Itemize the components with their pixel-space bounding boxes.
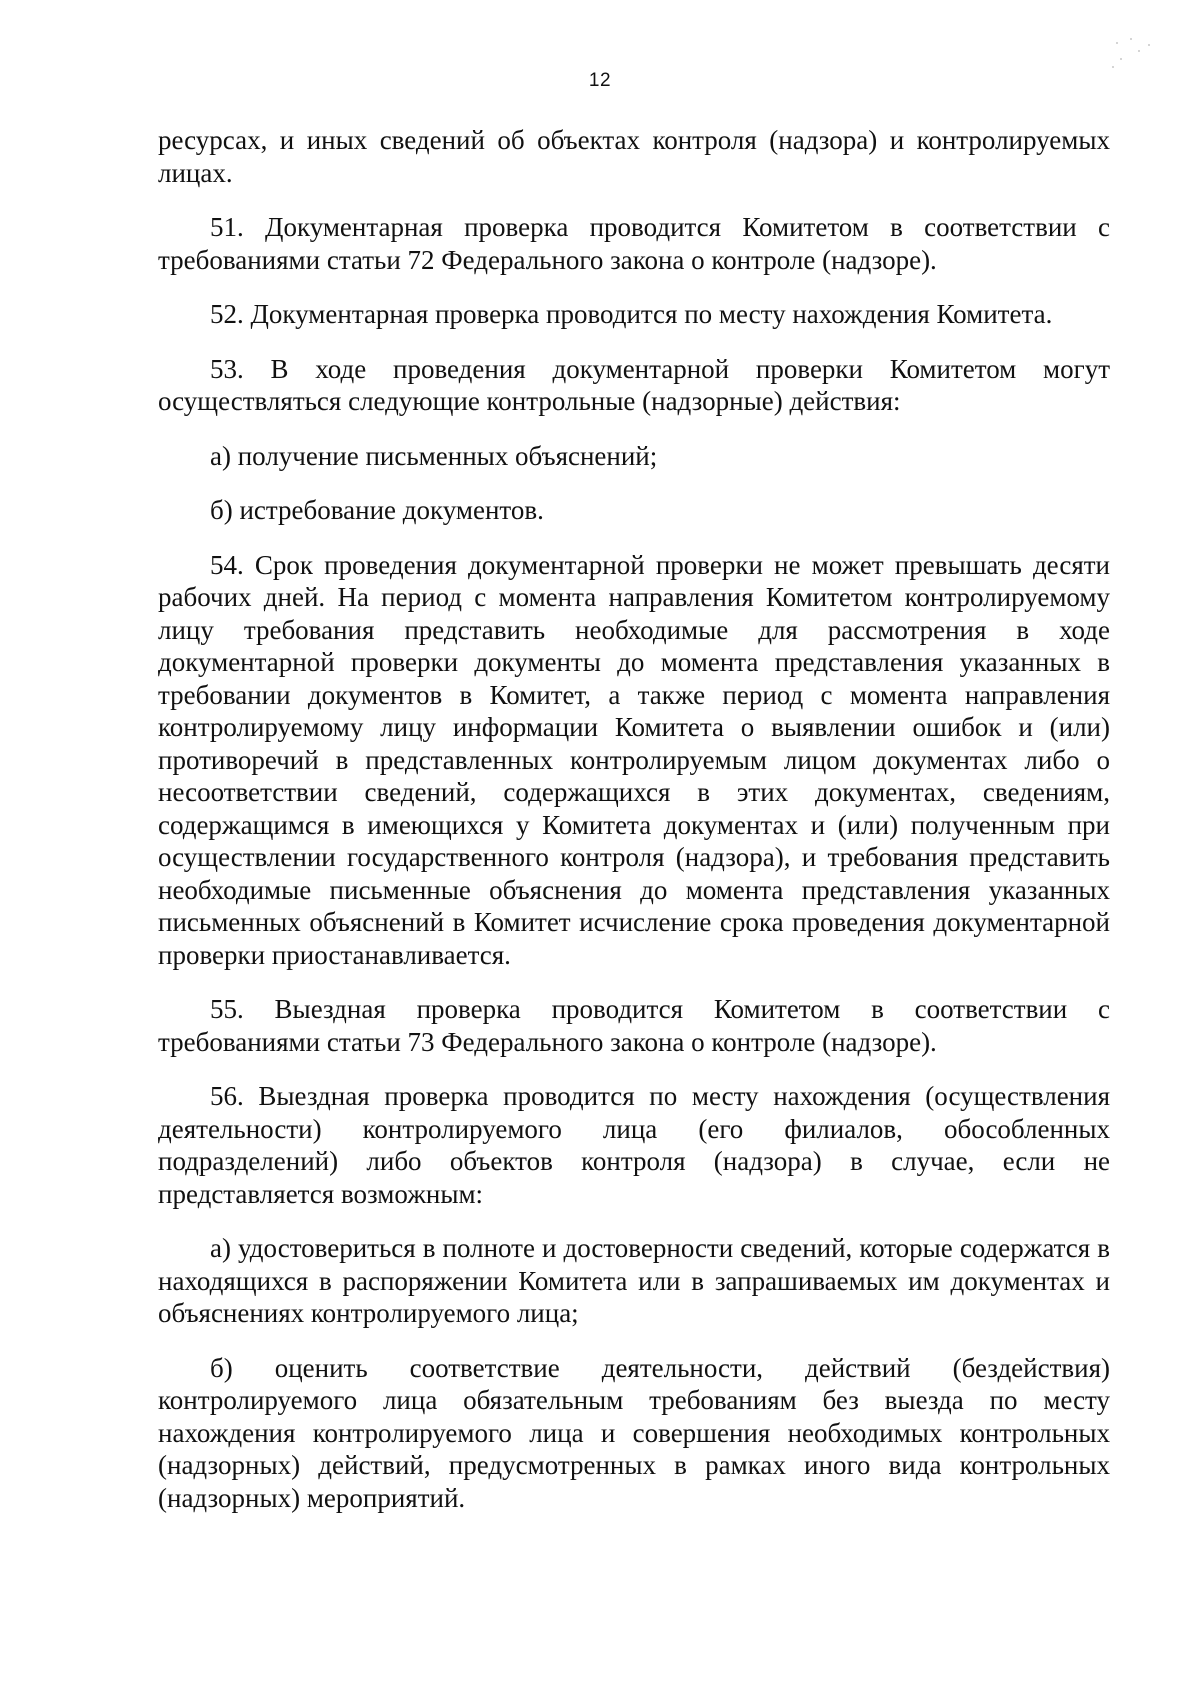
paragraph-54: 54. Срок проведения документарной проверки не может превышать десяти рабочих дней. На период с момента направления Комитетом контролируемому лицу требования представить необходимые для рассмотрения в ходе документарной проверки документы до момента представления указанных в требовании документов в Комитет, а также период с момента направления контролируемому лицу информации Комитета о выявлении ошибок и (или) противоречий в представленных контролируемым лицом документах либо о несоответствии сведений, содержащихся в этих документах, сведениям, содержащимся в имеющихся у Комитета документах и (или) полученным при осуществлении государственного контроля (надзора), и требования представить необходимые письменные объяснения до момента представления указанных письменных объяснений в Комитет исчисление срока проведения документарной проверки приостанавливается. bbox=[158, 549, 1110, 970]
page-number: 12 bbox=[588, 70, 612, 91]
paragraph-56-b: б) оценить соответствие деятельности, действий (бездействия) контролируемого лица обязательным требованиям без выезда по месту нахождения контролируемого лица и совершения необходимых контрольных (надзорных) действий, предусмотренных в рамках иного вида контрольных (надзорных) мероприятий. bbox=[158, 1352, 1110, 1513]
document-body bbox=[158, 124, 1110, 1536]
paragraph-53-b: б) истребование документов. bbox=[210, 495, 544, 525]
paragraph-56: 56. Выездная проверка проводится по месту нахождения (осуществления деятельности) контролируемого лица (его филиалов, обособленных подразделений) либо объектов контроля (надзора) в случае, если не представляется возможным: bbox=[158, 1081, 1110, 1209]
paragraph-continuation: ресурсах, и иных сведений об объектах контроля (надзора) и контролируемых лицах. bbox=[158, 125, 1110, 188]
paragraph-56-a: а) удостовериться в полноте и достоверности сведений, которые содержатся в находящихся в распоряжении Комитета или в запрашиваемых им документах и объяснениях контролируемого лица; bbox=[158, 1233, 1110, 1328]
paragraph-55: 55. Выездная проверка проводится Комитетом в соответствии с требованиями статьи 73 Федерального закона о контроле (надзоре). bbox=[158, 994, 1110, 1057]
paragraph-52: 52. Документарная проверка проводится по месту нахождения Комитета. bbox=[210, 299, 1053, 329]
paragraph-51: 51. Документарная проверка проводится Комитетом в соответствии с требованиями статьи 72 Федерального закона о контроле (надзоре). bbox=[158, 212, 1110, 275]
paragraph-53-a: а) получение письменных объяснений; bbox=[210, 440, 658, 471]
paragraph-53: 53. В ходе проведения документарной проверки Комитетом могут осуществляться следующие контрольные (надзорные) действия: bbox=[158, 353, 1110, 416]
